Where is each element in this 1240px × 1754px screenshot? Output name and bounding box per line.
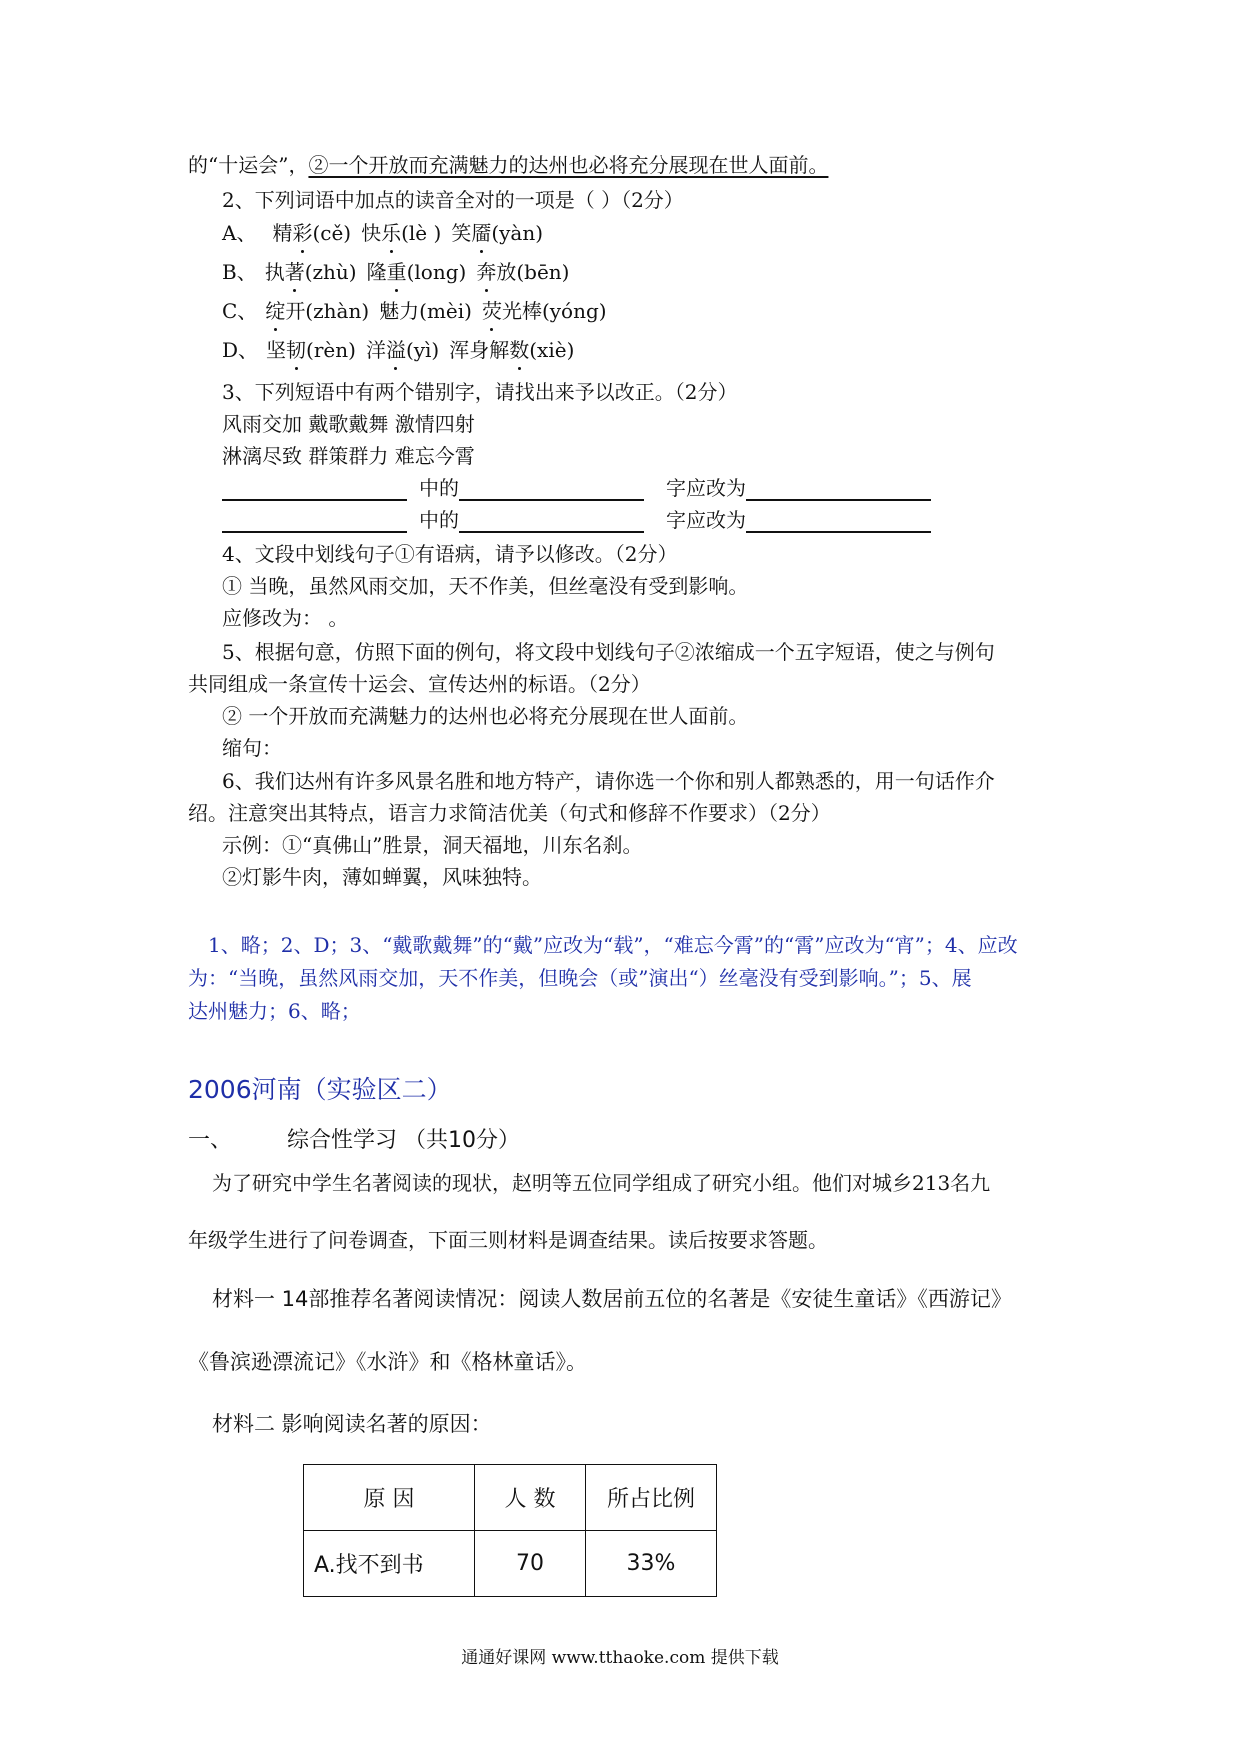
question-5-sentence: ② 一个开放而充满魅力的达州也必将充分展现在世人面前。: [222, 704, 749, 728]
footer-credit: 通通好课网 www.tthaoke.com 提供下载: [461, 1648, 779, 1668]
pinyin-text: (xiè): [529, 338, 575, 362]
option-line: [0, 257, 1240, 287]
text-lead: 的“十运会”，: [188, 153, 309, 177]
blank-label-end: 字应改为: [666, 508, 746, 532]
dotted-character: 重: [387, 257, 407, 287]
pinyin-text: (zhù): [304, 260, 357, 284]
blank-line[interactable]: [222, 531, 407, 533]
material-1-line-2: 《鲁滨逊漂流记》《水浒》和《格林童话》。: [188, 1350, 587, 1374]
intro-line-1: 为了研究中学生名著阅读的现状，赵明等五位同学组成了研究小组。他们对城乡213名九: [212, 1171, 991, 1195]
question-4-answer-prompt: 应修改为： 。: [222, 606, 349, 630]
answer-key-line-1: 1、略；2、D；3、“戴歌戴舞”的“戴”应改为“载”，“难忘今霄”的“霄”应改为“宵”；4、应改: [208, 933, 1018, 957]
option-word: [451, 221, 543, 245]
text-line: [0, 150, 1240, 180]
part-heading: [0, 1126, 1240, 1156]
pinyin-text: (rèn): [306, 338, 356, 362]
table-cell-count: 70: [475, 1531, 586, 1597]
pinyin-text: (yàn): [491, 221, 544, 245]
option-label: A、: [222, 221, 257, 245]
word-text: 执: [264, 260, 285, 284]
table-cell-reason: A.找不到书: [304, 1531, 475, 1597]
blank-label-end: 字应改为: [666, 476, 746, 500]
question-5-stem-line-2: 共同组成一条宣传十运会、宣传达州的标语。（2分）: [188, 672, 651, 696]
pinyin-text: (long): [406, 260, 467, 284]
question-2-stem: 2、下列词语中加点的读音全对的一项是（ ）（2分）: [222, 188, 684, 212]
option-word: [265, 299, 369, 323]
table-header-cell: 人 数: [475, 1465, 586, 1531]
blank-label-mid: 中的: [419, 476, 459, 500]
question-6-stem-line-2: 绍。注意突出其特点，语言力求简洁优美（句式和修辞不作要求）（2分）: [188, 801, 831, 825]
table-row: [304, 1531, 717, 1597]
word-text: 洋: [365, 338, 386, 362]
option-word: [366, 338, 439, 362]
word-text: 坚: [266, 338, 287, 362]
option-line: [0, 335, 1240, 365]
dotted-character: 彩: [292, 218, 312, 248]
question-6-example-2: ②灯影牛肉，薄如蝉翼，风味独特。: [222, 865, 542, 889]
option-word: [265, 260, 357, 284]
answer-key-line-2: 为：“当晚，虽然风雨交加，天不作美，但晚会（或”演出“）丝毫没有受到影响。”；5、展: [188, 966, 972, 990]
option-line: [0, 296, 1240, 326]
option-word: [379, 299, 472, 323]
dotted-character: 数: [509, 335, 529, 365]
option-word: [272, 221, 351, 245]
dotted-character: 靥: [471, 218, 491, 248]
intro-line-2: 年级学生进行了问卷调查，下面三则材料是调查结果。读后按要求答题。: [188, 1228, 828, 1252]
question-5-stem-line-1: 5、根据句意，仿照下面的例句，将文段中划线句子②浓缩成一个五字短语，使之与例句: [222, 640, 995, 664]
section-title: 2006河南（实验区二）: [188, 1075, 452, 1104]
word-text: 浑身解: [449, 338, 510, 362]
blank-label-mid: 中的: [419, 508, 459, 532]
word-text: 开(zhàn): [285, 299, 370, 323]
option-word: [476, 260, 569, 284]
table-header-cell: 原 因: [304, 1465, 475, 1531]
option-word: [266, 338, 356, 362]
pinyin-text: (mèi): [419, 299, 472, 323]
blank-line[interactable]: [459, 499, 644, 501]
table-cell-ratio: 33%: [586, 1531, 717, 1597]
blank-line[interactable]: [746, 531, 931, 533]
phrases-row-1: 风雨交加 戴歌戴舞 激情四射: [222, 412, 475, 436]
option-word: [361, 221, 441, 245]
option-line: [0, 218, 1240, 248]
question-4-stem: 4、文段中划线句子①有语病，请予以修改。（2分）: [222, 542, 678, 566]
question-4-sentence: ① 当晚，虽然风雨交加，天不作美，但丝毫没有受到影响。: [222, 574, 749, 598]
material-1-line-1: 材料一 14部推荐名著阅读情况：阅读人数居前五位的名著是《安徒生童话》《西游记》: [212, 1287, 1012, 1311]
dotted-character: 著: [285, 257, 305, 287]
option-label: D、: [222, 338, 259, 362]
dotted-character: 绽: [265, 296, 285, 326]
question-6-example-1: 示例：①“真佛山”胜景，洞天福地，川东名刹。: [222, 833, 643, 857]
pinyin-text: (yì): [405, 338, 440, 362]
answer-key-line-3: 达州魅力；6、略；: [188, 999, 361, 1023]
part-title: 综合性学习 （共10分）: [287, 1128, 521, 1153]
option-label: C、: [222, 299, 258, 323]
reasons-table: [303, 1464, 717, 1597]
question-6-stem-line-1: 6、我们达州有许多风景名胜和地方特产，请你选一个你和别人都熟悉的，用一句话作介: [222, 769, 995, 793]
dotted-character: 溢: [386, 335, 406, 365]
word-text: 魅力: [379, 299, 420, 323]
dotted-character: 韧: [286, 335, 306, 365]
option-label: B、: [222, 260, 257, 284]
underlined-sentence-2: ②一个开放而充满魅力的达州也必将充分展现在世人面前。: [308, 153, 829, 177]
question-3-stem: 3、下列短语中有两个错别字，请找出来予以改正。（2分）: [222, 380, 738, 404]
option-word: [449, 338, 574, 362]
pinyin-text: (cě): [312, 221, 352, 245]
part-label: 一、: [188, 1128, 233, 1153]
blank-line[interactable]: [222, 499, 407, 501]
option-word: [482, 299, 607, 323]
word-text: 快: [361, 221, 382, 245]
word-text: 笑: [451, 221, 472, 245]
table-header-row: [304, 1465, 717, 1531]
material-2-heading: 材料二 影响阅读名著的原因：: [212, 1412, 492, 1436]
dotted-character: 乐: [381, 218, 401, 248]
word-text: 光棒(yóng): [501, 299, 607, 323]
answer-blank-row: [0, 473, 1240, 503]
phrases-row-2: 淋漓尽致 群策群力 难忘今霄: [222, 444, 475, 468]
pinyin-text: (lè ): [401, 221, 442, 245]
dotted-character: 荧: [482, 296, 502, 326]
word-text: 精: [272, 221, 293, 245]
question-5-answer-prompt: 缩句：: [222, 736, 282, 760]
word-text: 放(bēn): [496, 260, 570, 284]
blank-line[interactable]: [459, 531, 644, 533]
table-header-cell: 所占比例: [586, 1465, 717, 1531]
answer-blank-row: [0, 505, 1240, 535]
word-text: 隆: [366, 260, 387, 284]
blank-line[interactable]: [746, 499, 931, 501]
option-word: [367, 260, 467, 284]
dotted-character: 奔: [476, 257, 496, 287]
